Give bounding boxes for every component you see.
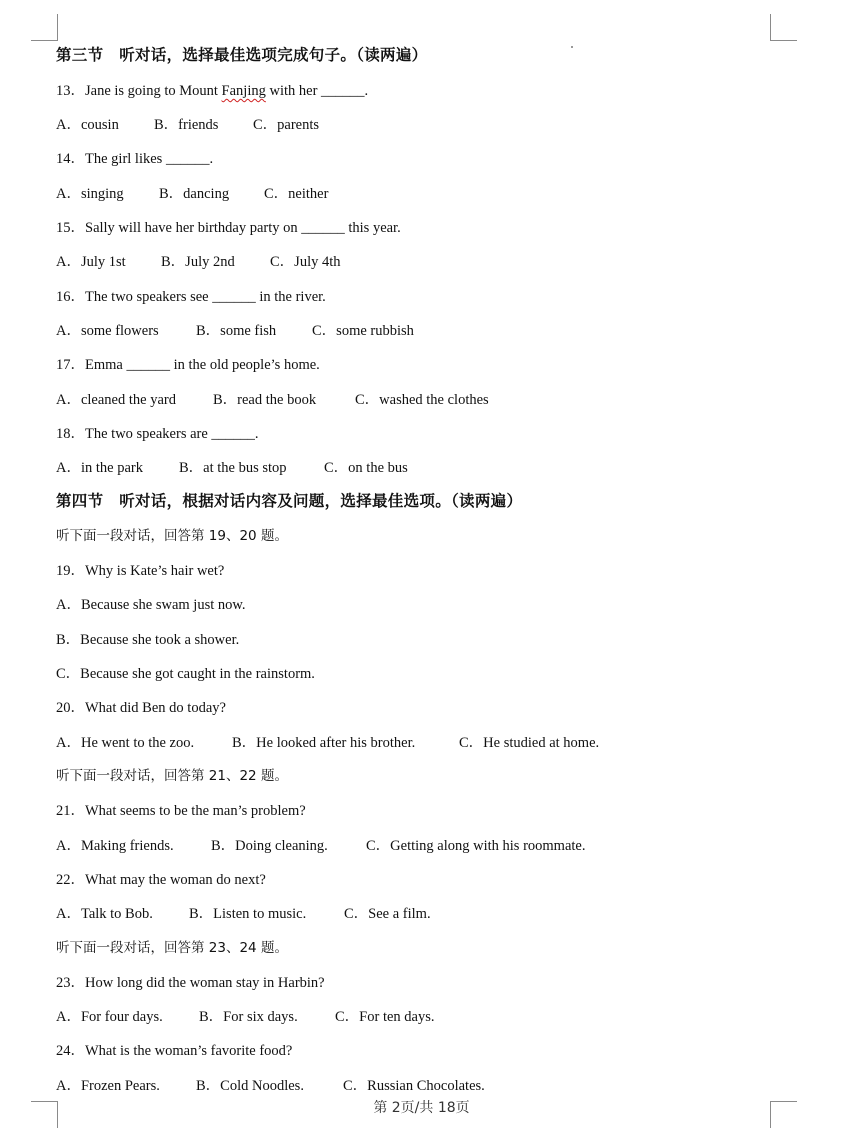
question-19: 19．Why is Kate’s hair wet? bbox=[56, 563, 225, 579]
q16-option-a: A．some flowers bbox=[56, 323, 159, 339]
q20-option-b: B．He looked after his brother. bbox=[232, 735, 416, 751]
q24-option-c: C．Russian Chocolates. bbox=[343, 1078, 485, 1094]
q14-option-a: A．singing bbox=[56, 186, 124, 202]
q18-option-c: C．on the bus bbox=[324, 460, 408, 476]
question-13 bbox=[56, 82, 368, 100]
q21-option-c: C．Getting along with his roommate. bbox=[366, 838, 586, 854]
q23-option-a: A．For four days. bbox=[56, 1009, 163, 1025]
q14-option-c: C．neither bbox=[264, 186, 329, 202]
q13-option-c: C．parents bbox=[253, 117, 320, 133]
q18-option-a: A．in the park bbox=[56, 460, 143, 476]
dialogue-intro-23-24: 听下面一段对话，回答第 23、24 题。 bbox=[56, 940, 288, 956]
q19-option-b: B．Because she took a shower. bbox=[56, 632, 240, 648]
section-3-title: 第三节 听对话，选择最佳选项完成句子。（读两遍） bbox=[56, 46, 428, 64]
question-21: 21．What seems to be the man’s problem? bbox=[56, 803, 306, 819]
q15-option-c: C．July 4th bbox=[270, 254, 341, 270]
crop-mark-top-right bbox=[770, 14, 797, 41]
q22-option-b: B．Listen to music. bbox=[189, 906, 307, 922]
q13-option-b: B．friends bbox=[154, 117, 219, 133]
q16-option-b: B．some fish bbox=[196, 323, 277, 339]
q13-stem-post: with her ______. bbox=[265, 83, 369, 99]
q20-option-a: A．He went to the zoo. bbox=[56, 735, 195, 751]
q21-option-b: B．Doing cleaning. bbox=[211, 838, 328, 854]
q21-option-a: A．Making friends. bbox=[56, 838, 174, 854]
question-24: 24．What is the woman’s favorite food? bbox=[56, 1043, 293, 1059]
question-20: 20．What did Ben do today? bbox=[56, 700, 226, 716]
options-14 bbox=[56, 185, 328, 203]
stray-dot bbox=[571, 46, 573, 48]
q24-option-a: A．Frozen Pears. bbox=[56, 1078, 160, 1094]
q23-option-c: C．For ten days. bbox=[335, 1009, 435, 1025]
q23-option-b: B．For six days. bbox=[199, 1009, 298, 1025]
options-23 bbox=[56, 1008, 434, 1026]
q13-option-a: A．cousin bbox=[56, 117, 119, 133]
options-15 bbox=[56, 253, 341, 271]
question-17: 17．Emma ______ in the old people’s home. bbox=[56, 357, 320, 373]
q24-option-b: B．Cold Noodles. bbox=[196, 1078, 304, 1094]
options-18 bbox=[56, 459, 408, 477]
q20-option-c: C．He studied at home. bbox=[459, 735, 600, 751]
q17-option-a: A．cleaned the yard bbox=[56, 392, 176, 408]
q17-option-c: C．washed the clothes bbox=[355, 392, 489, 408]
options-22 bbox=[56, 905, 431, 923]
q19-option-c: C．Because she got caught in the rainstorm. bbox=[56, 666, 315, 682]
spellcheck-word: Fanjing bbox=[221, 83, 266, 99]
q16-option-c: C．some rubbish bbox=[312, 323, 414, 339]
options-16 bbox=[56, 322, 414, 340]
crop-mark-top-left bbox=[31, 14, 58, 41]
options-24 bbox=[56, 1077, 485, 1095]
page-number-footer: 第 2页/共 18页 bbox=[373, 1100, 470, 1116]
section-4-title: 第四节 听对话，根据对话内容及问题，选择最佳选项。（读两遍） bbox=[56, 492, 523, 510]
question-15: 15．Sally will have her birthday party on ______ this year. bbox=[56, 220, 401, 236]
q14-option-b: B．dancing bbox=[159, 186, 230, 202]
question-18: 18．The two speakers are ______. bbox=[56, 426, 259, 442]
q13-stem-pre: 13．Jane is going to Mount bbox=[56, 83, 222, 99]
q15-option-a: A．July 1st bbox=[56, 254, 126, 270]
q19-option-a: A．Because she swam just now. bbox=[56, 597, 246, 613]
q22-option-a: A．Talk to Bob. bbox=[56, 906, 153, 922]
options-20 bbox=[56, 734, 599, 752]
question-14: 14．The girl likes ______. bbox=[56, 151, 214, 167]
dialogue-intro-19-20: 听下面一段对话，回答第 19、20 题。 bbox=[56, 528, 288, 544]
question-22: 22．What may the woman do next? bbox=[56, 872, 266, 888]
q22-option-c: C．See a film. bbox=[344, 906, 431, 922]
dialogue-intro-21-22: 听下面一段对话，回答第 21、22 题。 bbox=[56, 768, 288, 784]
q18-option-b: B．at the bus stop bbox=[179, 460, 287, 476]
question-16: 16．The two speakers see ______ in the river. bbox=[56, 289, 326, 305]
options-13 bbox=[56, 116, 319, 134]
options-17 bbox=[56, 391, 489, 409]
options-21 bbox=[56, 837, 586, 855]
q15-option-b: B．July 2nd bbox=[161, 254, 235, 270]
question-23: 23．How long did the woman stay in Harbin? bbox=[56, 975, 325, 991]
q17-option-b: B．read the book bbox=[213, 392, 317, 408]
